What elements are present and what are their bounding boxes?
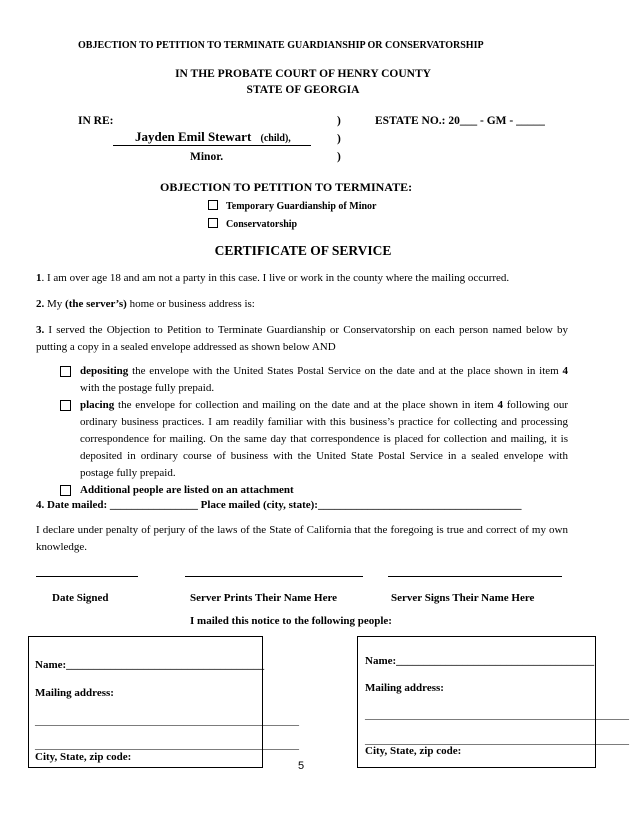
child-suffix: (child), — [260, 133, 291, 144]
recipient-name[interactable]: Name:____________________________________ — [365, 655, 595, 667]
address-line-2[interactable]: ________________________________________________ — [35, 739, 299, 751]
caption-paren-2: ) — [337, 133, 341, 145]
in-re-label: IN RE: — [78, 115, 114, 127]
address-line-2[interactable]: ________________________________________________ — [365, 734, 629, 746]
option-conservatorship[interactable]: Conservatorship — [208, 218, 297, 230]
method-attachment[interactable]: Additional people are listed on an attachment — [60, 482, 568, 499]
method-list — [60, 363, 568, 499]
certificate-title: CERTIFICATE OF SERVICE — [214, 243, 392, 258]
recipient-box-2 — [357, 636, 629, 768]
city-state-zip-label: City, State, zip code: — [365, 745, 462, 757]
item-3: 3. I served the Objection to Petition to Terminate Guardianship or Conservatorship on each person named below by putting a copy in a sealed envelope addressed as shown below AND — [36, 324, 568, 353]
city-state-zip-label: City, State, zip code: — [35, 751, 132, 763]
server-print-label: Server Prints Their Name Here — [190, 592, 338, 604]
date-signed-label: Date Signed — [52, 592, 109, 604]
objection-title: OBJECTION TO PETITION TO TERMINATE: — [160, 180, 413, 194]
method-placing[interactable]: placing the envelope for collection and mailing on the date and at the place shown in item 4 following our ordinary business practices. I am readily familiar with this business’s practice for collecting and processing correspondence for mailing. On the same day that correspondence is placed for collection and mailing, it is deposited in ordinary course of business with the United State Postal Service in a sealed envelope with postage fully prepaid. — [60, 397, 568, 482]
address-line-1[interactable]: ________________________________________________ — [365, 709, 629, 721]
checkbox[interactable] — [60, 400, 71, 411]
date-signed-line[interactable] — [36, 576, 138, 577]
estate-number: ESTATE NO.: 20___ - GM - _____ — [375, 115, 545, 127]
court-state: STATE OF GEORGIA — [246, 84, 360, 96]
child-name-line — [113, 129, 311, 146]
caption-paren-3: ) — [337, 151, 341, 163]
recipient-box-1 — [28, 636, 299, 768]
recipient-name[interactable]: Name:____________________________________ — [35, 659, 265, 671]
court-name: IN THE PROBATE COURT OF HENRY COUNTY — [175, 68, 431, 80]
child-name: Jayden Emil Stewart — [135, 129, 252, 144]
declaration: I declare under penalty of perjury of the laws of the State of California that the foregoing is true and correct of my own knowledge. — [36, 524, 568, 553]
checkbox[interactable] — [60, 366, 71, 377]
minor-label: Minor. — [190, 151, 224, 163]
option-temporary-guardianship[interactable]: Temporary Guardianship of Minor — [208, 200, 376, 212]
item-4-date-place: 4. Date mailed: ________________ Place mailed (city, state):_____________________________________ — [36, 499, 522, 511]
server-sign-line[interactable] — [388, 576, 562, 577]
address-line-1[interactable]: ________________________________________________ — [35, 715, 299, 727]
checkbox[interactable] — [208, 218, 218, 228]
checkbox[interactable] — [60, 485, 71, 496]
caption-paren-1: ) — [337, 115, 341, 127]
page-number: 5 — [298, 760, 305, 772]
item-1: 1. I am over age 18 and am not a party in this case. I live or work in the county where the mailing occurred. — [36, 272, 510, 284]
item-2: 2. My (the server’s) home or business address is: — [36, 298, 255, 310]
mailing-address-label: Mailing address: — [365, 682, 444, 694]
server-sign-label: Server Signs Their Name Here — [391, 592, 535, 604]
checkbox[interactable] — [208, 200, 218, 210]
server-print-line[interactable] — [185, 576, 363, 577]
mailed-to-label: I mailed this notice to the following people: — [190, 615, 392, 627]
method-depositing[interactable]: depositing the envelope with the United States Postal Service on the date and at the place shown in item 4 with the postage fully prepaid. — [60, 363, 568, 397]
mailing-address-label: Mailing address: — [35, 687, 114, 699]
form-title: OBJECTION TO PETITION TO TERMINATE GUARDIANSHIP OR CONSERVATORSHIP — [78, 40, 484, 51]
